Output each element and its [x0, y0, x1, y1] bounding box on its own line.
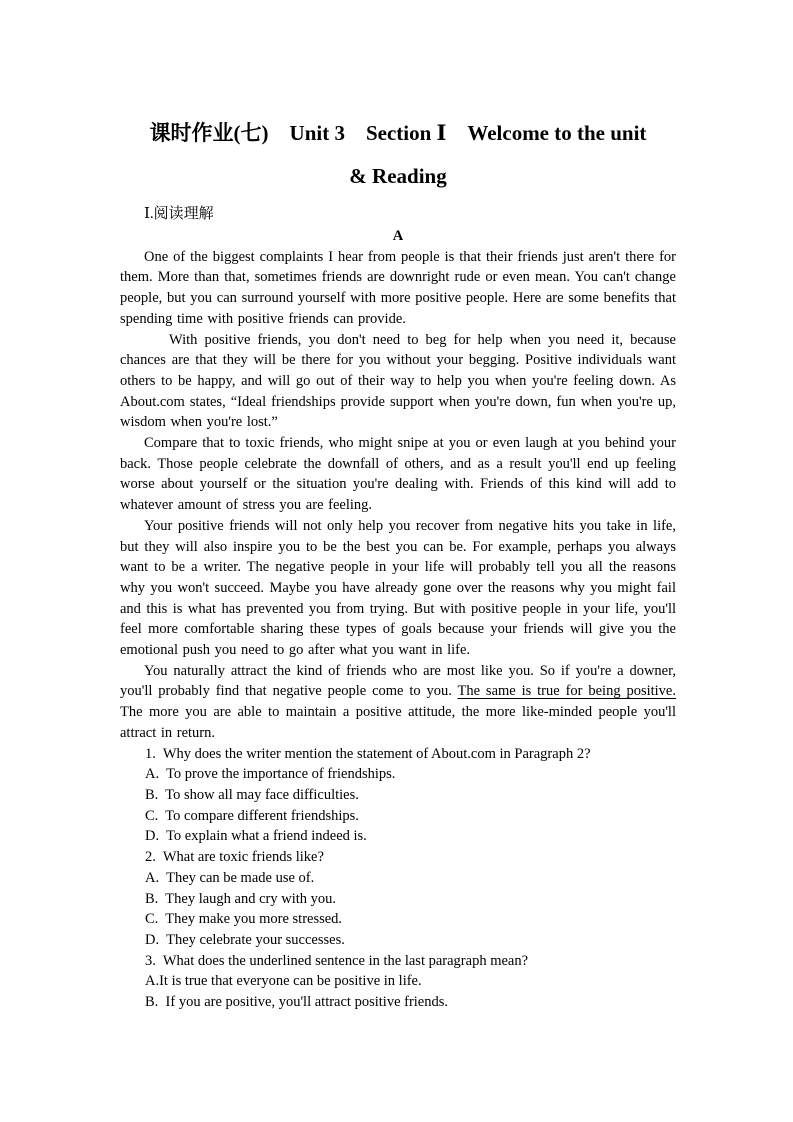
answer-option: C. They make you more stressed.	[145, 911, 343, 928]
question-block	[120, 951, 676, 1013]
passage-paragraph	[120, 661, 676, 744]
underlined-sentence: The same is true for being positive.	[457, 683, 676, 700]
answer-option: D. To explain what a friend indeed is.	[145, 828, 367, 845]
answer-option: B. If you are positive, you'll attract positive friends.	[145, 994, 449, 1011]
answer-option: D. They celebrate your successes.	[145, 931, 345, 948]
answer-option: A. They can be made use of.	[145, 869, 315, 886]
section-heading: Ⅰ.阅读理解	[144, 206, 214, 222]
reading-passage	[120, 247, 676, 744]
page-title	[120, 112, 676, 198]
answer-option: A. To prove the importance of friendships.	[145, 766, 396, 783]
question-stem: 2. What are toxic friends like?	[145, 849, 324, 866]
passage-paragraph	[120, 516, 676, 661]
paragraph-text: Your positive friends will not only help you recover from negative hits you take in life, but they will also inspire you to be the best you can be. For example, perhaps you always want to be a writer. The negative people in your life will probably tell you all the reasons why you won't succeed. Maybe you have already gone over the reasons why you might fail and this is what has prevented you from trying. But with positive people in your life, you'll feel more comfortable sharing these types of goals because your friends will give you the emotional push you need to go after what you want in life.	[120, 517, 676, 659]
passage-paragraph	[120, 433, 676, 516]
answer-option: A.It is true that everyone can be positive in life.	[145, 973, 422, 990]
question-list	[120, 744, 676, 1013]
title-line-2: & Reading	[349, 164, 447, 188]
title-line-1: 课时作业(七) Unit 3 Section Ⅰ Welcome to the unit	[149, 121, 647, 145]
paragraph-text: You naturally attract the kind of friends who are most like you. So if you're a downer, you'll probably find that negative people come to you.	[120, 662, 676, 700]
paragraph-text: With positive friends, you don't need to beg for help when you need it, because chances are that they will be there for you without your begging. Positive individuals want others to be happy, and will go out of their way to help you when you're feeling down. As About.com states, “Ideal friendships provide support when you're down, fun when you're up, wisdom when you're lost.”	[120, 331, 676, 431]
paragraph-text: The more you are able to maintain a positive attitude, the more like-minded people you'll attract in return.	[120, 704, 676, 741]
answer-option: B. They laugh and cry with you.	[145, 890, 337, 907]
answer-option: C. To compare different friendships.	[145, 807, 359, 824]
paragraph-text: One of the biggest complaints I hear from people is that their friends just aren't there for them. More than that, sometimes friends are downright rude or even mean. You can't change people, but you can surround yourself with more positive people. Here are some benefits that spending time with positive friends can provide.	[120, 248, 676, 327]
question-block	[120, 847, 676, 951]
question-stem: 1. Why does the writer mention the statement of About.com in Paragraph 2?	[145, 745, 591, 762]
question-stem: 3. What does the underlined sentence in the last paragraph mean?	[145, 952, 529, 969]
question-block	[120, 744, 676, 848]
passage-paragraph	[120, 247, 676, 330]
passage-part-label: A	[392, 228, 404, 244]
answer-option: B. To show all may face difficulties.	[145, 786, 359, 803]
paragraph-text: Compare that to toxic friends, who might snipe at you or even laugh at you behind your back. Those people celebrate the downfall of others, and as a result you'll end up feeling worse about yourself or the situation you're dealing with. Friends of this kind will add to whatever amount of stress you are feeling.	[120, 435, 676, 514]
passage-paragraph	[120, 330, 676, 434]
